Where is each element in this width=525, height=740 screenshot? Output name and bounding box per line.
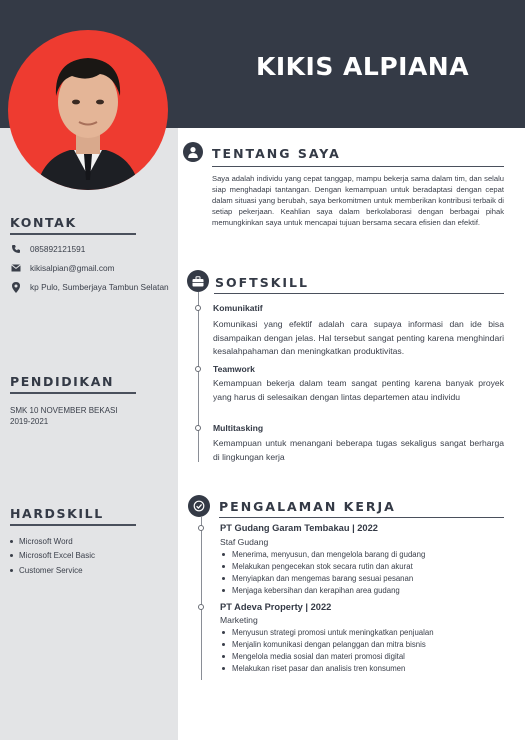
check-icon xyxy=(188,495,210,517)
bullet-icon xyxy=(222,643,225,646)
job-company: PT Gudang Garam Tembakau | 2022 xyxy=(220,523,378,533)
location-pin-icon xyxy=(10,282,22,292)
softskill-name: Teamwork xyxy=(213,364,255,374)
bullet-icon xyxy=(222,553,225,556)
softskill-desc: Kemampuan untuk menangani beberapa tugas sekaligus sangat berharga di lingkungan kerja xyxy=(213,438,504,462)
mail-icon xyxy=(10,263,22,273)
bullet-icon xyxy=(222,577,225,580)
bullet-icon xyxy=(222,565,225,568)
address-text: kp Pulo, Sumberjaya Tambun Selatan xyxy=(30,282,169,292)
softskill-desc: Kemampuan bekerja dalam team sangat penting karena banyak proyek yang harus di selesaikan dengan lintas departemen atau individu xyxy=(213,378,504,402)
pengalaman-divider xyxy=(219,517,504,518)
job-role: Staf Gudang xyxy=(220,537,269,547)
softskill-divider xyxy=(214,293,504,294)
tentang-divider xyxy=(212,166,504,167)
hardskill-list xyxy=(10,534,95,578)
school-name: SMK 10 NOVEMBER BEKASI xyxy=(10,406,118,415)
kontak-divider xyxy=(10,233,136,235)
bullet-icon xyxy=(222,655,225,658)
timeline-dot xyxy=(195,425,201,431)
list-item: Microsoft Excel Basic xyxy=(10,549,95,564)
timeline-dot xyxy=(195,366,201,372)
hardskill-divider xyxy=(10,524,136,526)
bullet-icon xyxy=(222,589,225,592)
pendidikan-divider xyxy=(10,392,136,394)
bullet-icon xyxy=(10,569,13,572)
list-item: Customer Service xyxy=(10,563,95,578)
pengalaman-title: PENGALAMAN KERJA xyxy=(219,499,396,514)
list-item: Melakukan riset pasar dan analisis tren konsumen xyxy=(222,662,434,674)
portrait-illustration xyxy=(8,30,168,190)
bullet-icon xyxy=(10,540,13,543)
resume-name: KIKIS ALPIANA xyxy=(256,52,470,81)
person-icon xyxy=(183,142,203,162)
list-item: Menyiapkan dan mengemas barang sesuai pesanan xyxy=(222,573,425,585)
job-company: PT Adeva Property | 2022 xyxy=(220,602,332,612)
pendidikan-title: PENDIDIKAN xyxy=(10,374,115,389)
bullet-icon xyxy=(222,631,225,634)
bullet-icon xyxy=(10,554,13,557)
phone-icon xyxy=(10,244,22,254)
tentang-title: TENTANG SAYA xyxy=(212,146,341,161)
timeline-dot xyxy=(198,604,204,610)
profile-photo xyxy=(8,30,168,190)
timeline-dot xyxy=(195,305,201,311)
contact-phone xyxy=(10,244,85,254)
school-years: 2019-2021 xyxy=(10,417,49,426)
softskill-title: SOFTSKILL xyxy=(215,275,309,290)
phone-number: 085892121591 xyxy=(30,244,86,254)
job-task-list xyxy=(222,549,425,596)
timeline-dot xyxy=(198,525,204,531)
hardskill-title: HARDSKILL xyxy=(10,506,104,521)
job-role: Marketing xyxy=(220,615,258,625)
softskill-desc: Komunikasi yang efektif adalah cara supaya informasi dan ide bisa disampaikan dengan jelas. Hal tersebut sangat penting karena menghindari kesalahpahaman dan meningkatkan produktivitas. xyxy=(213,319,504,356)
list-item: Menerima, menyusun, dan mengelola barang di gudang xyxy=(222,549,425,561)
about-text: Saya adalah individu yang cepat tanggap, mampu bekerja sama dalam tim, dan selalu siap menghadapi tantangan. Dengan kemampuan untuk beradaptasi dengan cepat dalam situasi yang berubah, saya berkomitmen untuk memberikan kontribusi terbaik di setiap pekerjaan. Keahlian saya dalam berkolaborasi dengan berbagai pihak memungkinkan saya untuk mencapai tujuan bersama secara efisien dan efektif. xyxy=(212,174,504,227)
softskill-timeline xyxy=(198,292,199,462)
list-item: Menyusun strategi promosi untuk meningkatkan penjualan xyxy=(222,627,434,639)
email-address: kikisalpian@gmail.com xyxy=(30,263,115,273)
softskill-name: Multitasking xyxy=(213,423,264,433)
list-item: Menjaga kebersihan dan kerapihan area gudang xyxy=(222,584,425,596)
contact-email xyxy=(10,263,115,273)
job-task-list xyxy=(222,627,434,674)
bullet-icon xyxy=(222,667,225,670)
list-item: Melakukan pengecekan stok secara rutin dan akurat xyxy=(222,561,425,573)
experience-timeline xyxy=(201,517,202,680)
briefcase-icon xyxy=(187,270,209,292)
softskill-name: Komunikatif xyxy=(213,303,263,313)
list-item: Microsoft Word xyxy=(10,534,95,549)
education-entry xyxy=(10,405,118,427)
contact-address xyxy=(10,282,169,292)
kontak-title: KONTAK xyxy=(10,215,77,230)
list-item: Mengelola media sosial dan materi promosi digital xyxy=(222,651,434,663)
list-item: Menjalin komunikasi dengan pelanggan dan mitra bisnis xyxy=(222,639,434,651)
